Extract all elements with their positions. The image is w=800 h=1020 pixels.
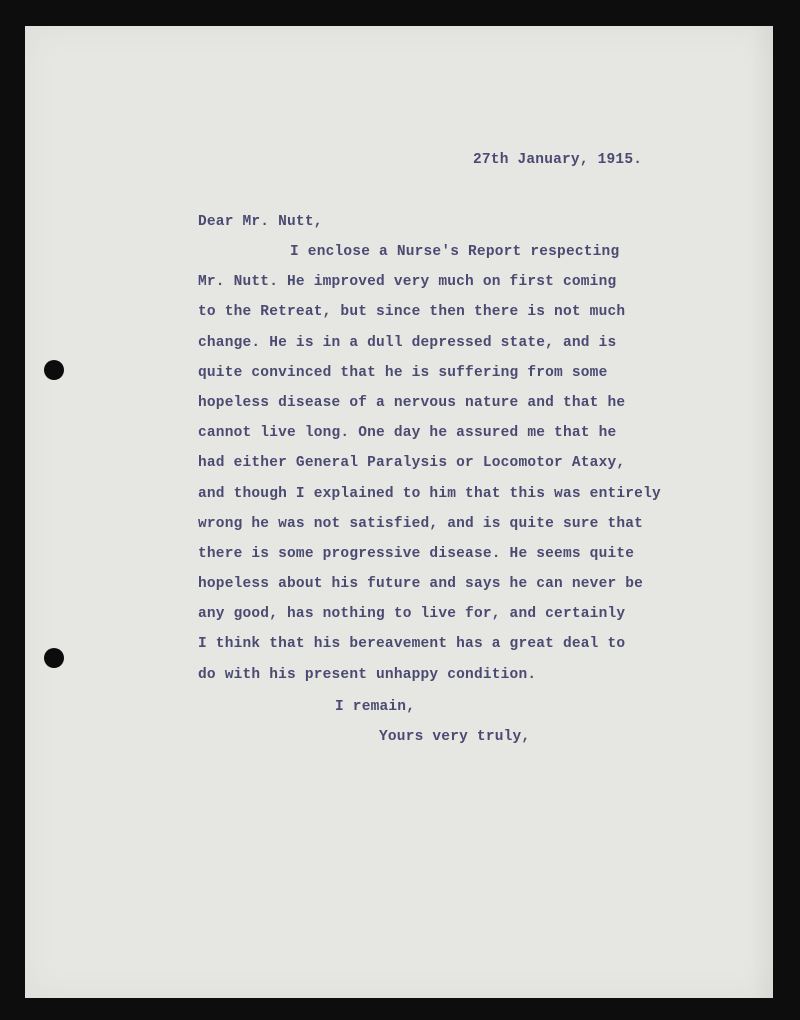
letter-date: 27th January, 1915. [473,152,643,168]
body-line: and though I explained to him that this was entirely [198,485,661,502]
body-line: I enclose a Nurse's Report respecting [290,244,620,260]
body-line: to the Retreat, but since then there is not much [198,304,626,321]
body-line: any good, has nothing to live for, and certainly [198,606,626,623]
salutation: Dear Mr. Nutt, [198,214,323,230]
body-line: I think that his bereavement has a great deal to [198,636,626,653]
closing-remain: I remain, [335,699,416,715]
closing-signoff: Yours very truly, [379,729,531,745]
body-line: change. He is in a dull depressed state, and is [198,334,617,351]
letter-body [198,237,661,690]
body-line: there is some progressive disease. He seems quite [198,545,635,562]
body-line: Mr. Nutt. He improved very much on first coming [198,274,617,291]
body-line: had either General Paralysis or Locomotor Ataxy, [198,455,626,472]
page-edge-shadow [749,26,773,998]
body-line: wrong he was not satisfied, and is quite sure that [198,515,644,532]
body-line: hopeless disease of a nervous nature and that he [198,394,626,411]
punch-hole-top [44,360,64,380]
body-line: do with his present unhappy condition. [198,666,537,683]
punch-hole-bottom [44,648,64,668]
body-line: cannot live long. One day he assured me that he [198,425,617,442]
body-line: quite convinced that he is suffering from some [198,364,608,381]
letter-page [25,26,773,998]
body-line: hopeless about his future and says he can never be [198,576,644,593]
